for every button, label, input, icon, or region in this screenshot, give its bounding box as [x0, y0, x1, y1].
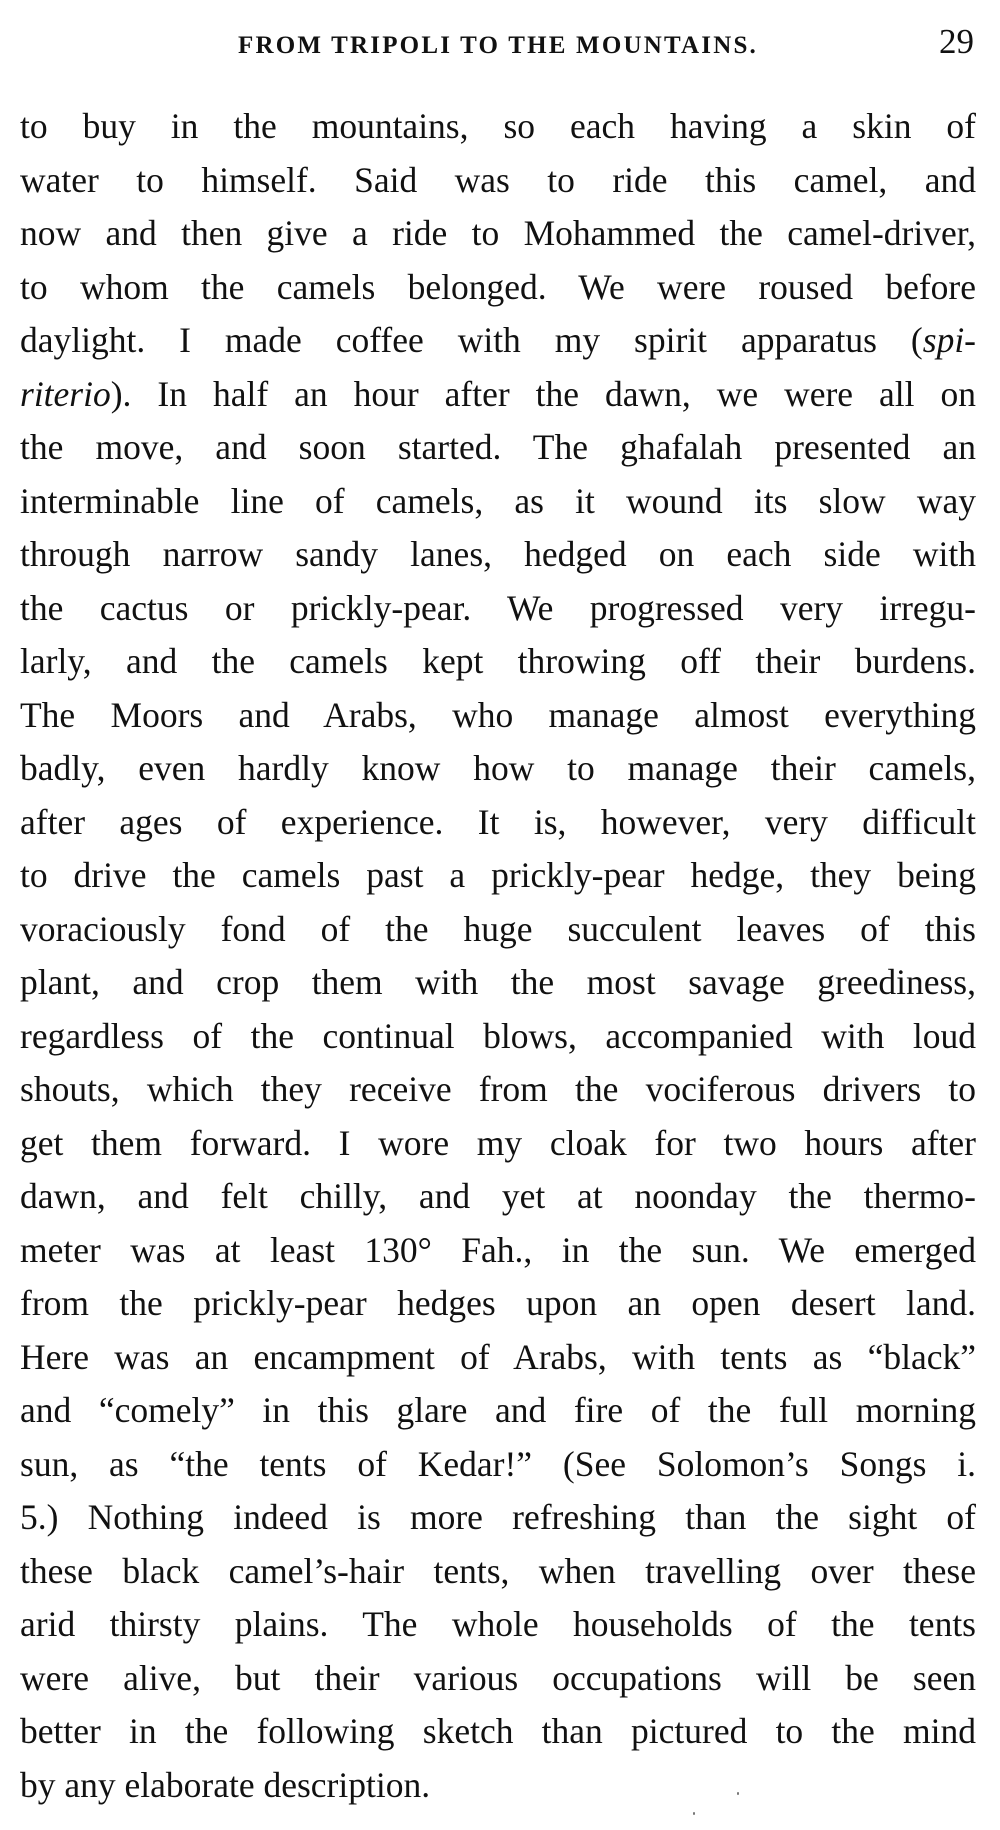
text-line: to drive the camels past a prickly-pear hedge, they being [20, 855, 976, 895]
italic-term: spi- [922, 320, 976, 360]
print-speck [693, 1812, 695, 1815]
text-line: were alive, but their various occupations will be seen [20, 1657, 976, 1698]
text-line: to whom the camels belonged. We were roused before [20, 266, 976, 307]
text-line: daylight. I made coffee with my spirit apparatus (spi- [20, 320, 976, 360]
text-line: larly, and the camels kept throwing off their burdens. [20, 641, 976, 681]
text-line: better in the following sketch than pictured to the mind [20, 1711, 976, 1751]
print-speck [737, 1792, 739, 1795]
running-head [22, 22, 974, 62]
text-line: riterio). In half an hour after the dawn, we were all on [20, 373, 976, 414]
text-line: interminable line of camels, as it wound its slow way [20, 480, 976, 521]
text-line: sun, as “the tents of Kedar!” (See Solomon’s Songs i. [20, 1443, 976, 1484]
text-line: through narrow sandy lanes, hedged on each side with [20, 534, 976, 574]
text-line: the move, and soon started. The ghafalah presented an [20, 427, 976, 467]
text-line: by any elaborate description. [20, 1764, 431, 1805]
text-line: these black camel’s-hair tents, when travelling over these [20, 1550, 976, 1591]
text-line: shouts, which they receive from the vociferous drivers to [20, 1069, 976, 1109]
text-line: dawn, and felt chilly, and yet at noonday the thermo- [20, 1176, 976, 1216]
page-number: 29 [939, 22, 974, 61]
text-line: now and then give a ride to Mohammed the camel-driver, [20, 213, 976, 253]
text-line: voraciously fond of the huge succulent leaves of this [20, 908, 976, 949]
text-line: badly, even hardly know how to manage their camels, [20, 748, 976, 788]
text-line: 5.) Nothing indeed is more refreshing than the sight of [20, 1497, 976, 1537]
text-line: from the prickly-pear hedges upon an open desert land. [20, 1283, 976, 1323]
text-line: get them forward. I wore my cloak for two hours after [20, 1122, 976, 1163]
text-line: water to himself. Said was to ride this camel, and [20, 159, 976, 200]
text-line: meter was at least 130° Fah., in the sun. We emerged [20, 1229, 976, 1270]
body-text [20, 100, 976, 1812]
text-line: after ages of experience. It is, however, very difficult [20, 801, 976, 842]
text-line: the cactus or prickly-pear. We progressed very irregu- [20, 587, 976, 628]
text-line: The Moors and Arabs, who manage almost everything [20, 694, 976, 735]
text-line: to buy in the mountains, so each having a skin of [20, 106, 976, 146]
running-title: FROM TRIPOLI TO THE MOUNTAINS. [237, 32, 759, 59]
italic-term: riterio [20, 373, 111, 414]
text-line: and “comely” in this glare and fire of the full morning [20, 1390, 976, 1430]
text-line: regardless of the continual blows, accompanied with loud [20, 1015, 976, 1056]
text-line: plant, and crop them with the most savage greediness, [20, 962, 976, 1002]
text-line: arid thirsty plains. The whole households of the tents [20, 1604, 976, 1644]
text-line: Here was an encampment of Arabs, with tents as “black” [20, 1336, 976, 1377]
